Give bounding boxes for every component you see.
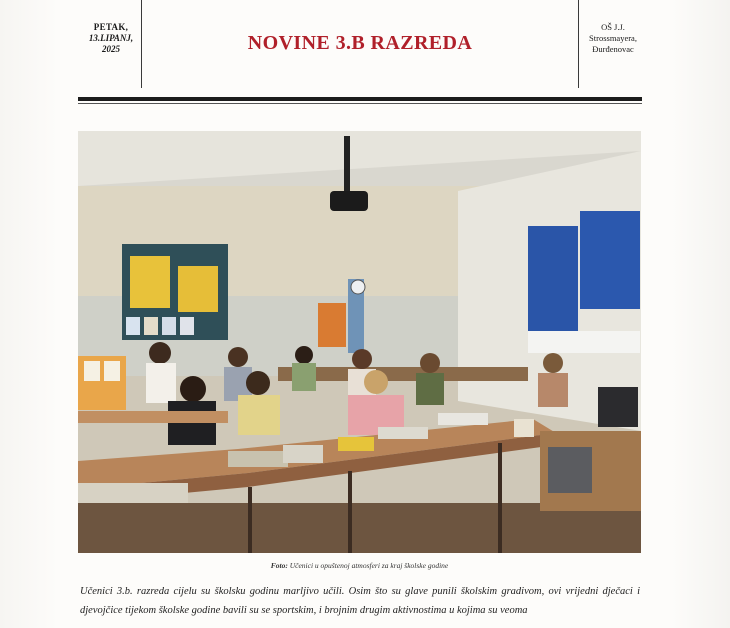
caption-label: Foto: <box>270 561 288 570</box>
photo-caption <box>78 561 641 570</box>
date-day: PETAK, <box>93 22 129 32</box>
school-box <box>582 22 644 55</box>
classroom-photo-illustration <box>78 131 641 553</box>
article-line-1: Učenici 3.b. razreda cijelu su školsku godinu marljivo učili. Osim što su glave punili školskim gradivom, ovi vrijedni <box>80 586 599 597</box>
school-name: OŠ J.J. <box>601 22 625 32</box>
school-name-cont: Strossmayera, <box>589 33 637 43</box>
article-line-2: dječaci i djevojčice tijekom školske godine bavili su se sportskim, i brojnim drugim aktivnostima u kojima su veoma <box>80 586 640 616</box>
date-box <box>82 22 140 55</box>
caption-text: Učenici u opuštenoj atmosferi za kraj školske godine <box>289 561 449 570</box>
newspaper-masthead <box>0 0 730 96</box>
article-body <box>80 582 640 620</box>
newspaper-title: NOVINE 3.B RAZREDA <box>247 32 473 54</box>
masthead-divider-left <box>141 0 142 88</box>
classroom-photo <box>78 131 641 553</box>
school-location: Đurđenovac <box>592 44 634 54</box>
header-rule-thin <box>78 103 642 104</box>
date-year: 2025 <box>102 44 120 54</box>
date-value: 13.LIPANJ, <box>88 33 134 43</box>
header-rule-thick <box>78 97 642 101</box>
masthead-divider-right <box>578 0 579 88</box>
